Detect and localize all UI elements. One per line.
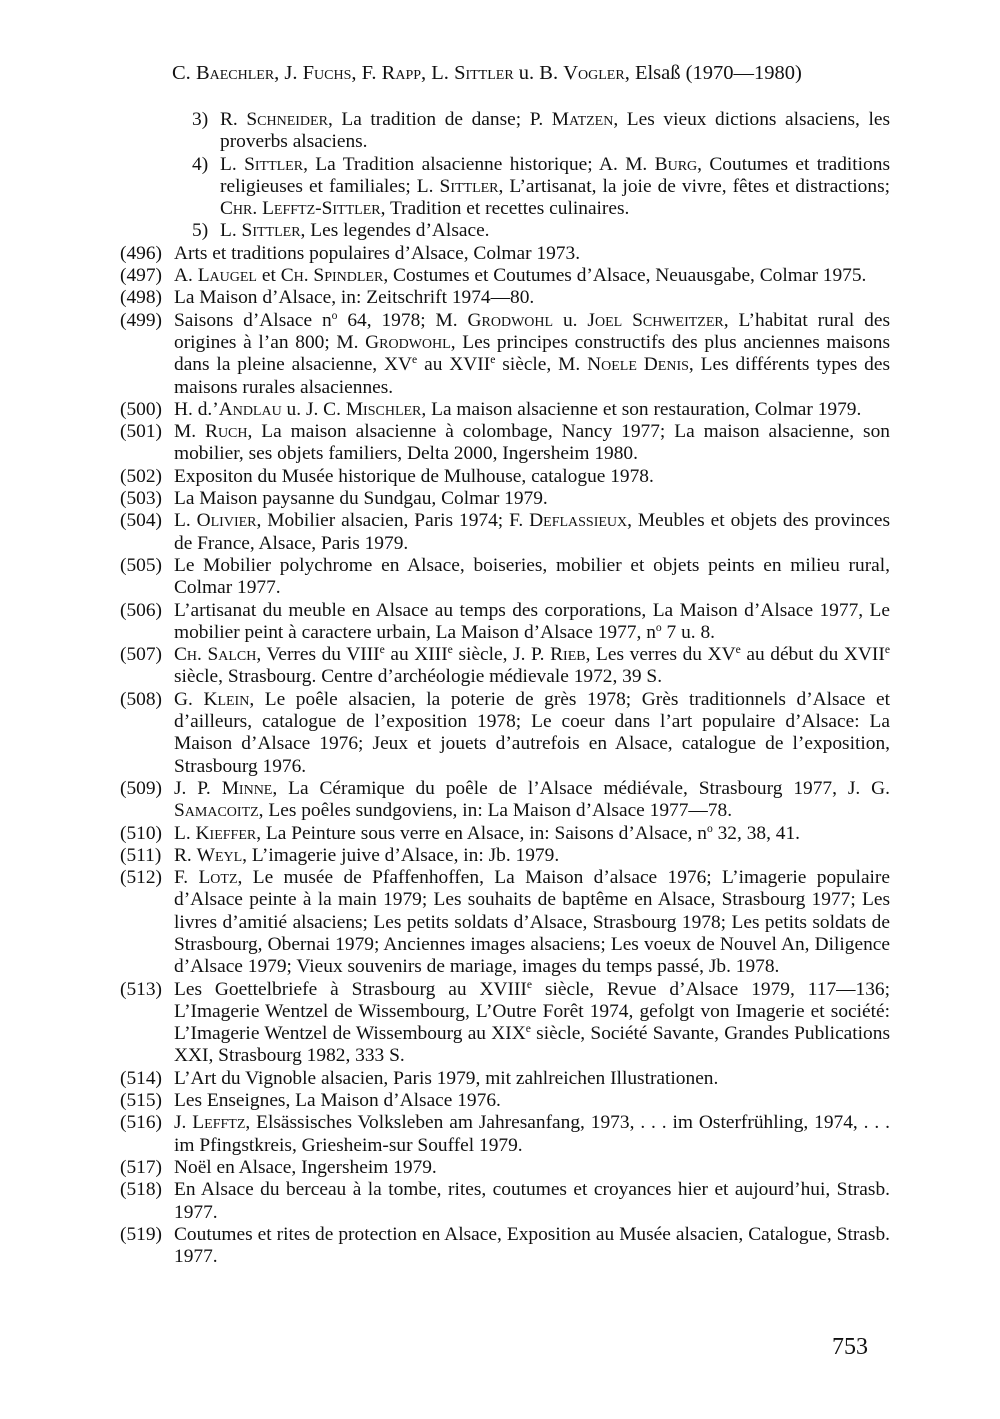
entry-text bbox=[174, 1068, 890, 1090]
entry-text bbox=[174, 421, 890, 466]
bibliography-entry bbox=[120, 421, 890, 466]
text-run: , L. bbox=[421, 62, 455, 84]
author-name: Fuchs bbox=[302, 62, 352, 84]
text-run: Coutumes et rites de protection en Alsace, Exposition au Musée alsacien, Catalogue, Strasb. 1977. bbox=[174, 1223, 890, 1268]
author-name: Rapp bbox=[381, 62, 422, 84]
text-run: et bbox=[256, 265, 281, 287]
bibliography-entry bbox=[120, 867, 890, 978]
entry-text bbox=[174, 644, 890, 689]
text-run: , Mobilier alsacien, Paris 1974; F. bbox=[256, 510, 530, 532]
text-run: L. bbox=[174, 822, 196, 844]
author-name: Ruch bbox=[205, 421, 248, 443]
text-run: Les Goettelbriefe à Strasbourg au XVIII bbox=[174, 978, 527, 1000]
superscript: e bbox=[412, 353, 418, 367]
text-run: L. bbox=[174, 510, 197, 532]
text-run: au XVII bbox=[417, 354, 491, 376]
entry-number: (512) bbox=[120, 867, 163, 889]
text-run: , La Céramique du poêle de l’Alsace médiévale, Strasbourg 1977, J. G. bbox=[272, 777, 890, 799]
author-name: Chr. Lefftz-Sittler bbox=[220, 198, 381, 220]
entry-number: (507) bbox=[120, 644, 163, 666]
text-run: , F. bbox=[351, 62, 382, 84]
text-run: L’Art du Vignoble alsacien, Paris 1979, mit zahlreichen Illustrationen. bbox=[174, 1067, 719, 1089]
text-run: , Les verres du XV bbox=[585, 644, 736, 666]
sub-entry-list bbox=[120, 109, 890, 243]
entry-number: (511) bbox=[120, 844, 162, 866]
entry-list bbox=[120, 243, 890, 1269]
text-run: au début du XVII bbox=[740, 644, 885, 666]
sub-entry bbox=[120, 154, 890, 221]
text-run: u. bbox=[553, 309, 588, 331]
entry-text bbox=[174, 689, 890, 778]
entry-number: (496) bbox=[120, 242, 163, 264]
text-run: R. bbox=[174, 844, 197, 866]
running-head bbox=[172, 60, 872, 86]
bibliography-entry bbox=[120, 488, 890, 510]
author-name: Sittler bbox=[454, 62, 514, 84]
text-run: La Maison paysanne du Sundgau, Colmar 1979. bbox=[174, 488, 548, 510]
text-run: , L’imagerie juive d’Alsace, in: Jb. 1979. bbox=[242, 844, 560, 866]
bibliography-list bbox=[120, 109, 890, 1268]
text-run: siècle, Strasbourg. Centre d’archéologie médievale 1972, 39 S. bbox=[174, 666, 663, 688]
sub-entry bbox=[120, 220, 890, 242]
entry-number: (499) bbox=[120, 309, 163, 331]
text-run: L. bbox=[220, 220, 242, 242]
entry-number: (500) bbox=[120, 398, 163, 420]
author-name: Baechler bbox=[195, 62, 275, 84]
author-name: Kieffer bbox=[195, 822, 257, 844]
text-run: 64, 1978; M. bbox=[337, 309, 468, 331]
entry-number: 4) bbox=[192, 153, 209, 175]
text-run: A. bbox=[174, 265, 198, 287]
author-name: Vogler bbox=[563, 62, 625, 84]
author-name: Olivier bbox=[196, 510, 257, 532]
author-name: Joel Schweitzer bbox=[587, 309, 724, 331]
entry-number: (516) bbox=[120, 1112, 163, 1134]
text-run: , Verres du VIII bbox=[256, 644, 380, 666]
bibliography-entry bbox=[120, 689, 890, 778]
entry-text bbox=[174, 845, 890, 867]
bibliography-entry bbox=[120, 555, 890, 600]
entry-text bbox=[220, 109, 890, 154]
author-name: Ch. Spindler bbox=[280, 265, 384, 287]
text-run: u. B. bbox=[513, 62, 564, 84]
text-run: J. P. bbox=[174, 777, 222, 799]
superscript: e bbox=[447, 643, 453, 657]
text-run: siècle, Société Savante, Grandes Publications XXI, Strasbourg 1982, 333 S. bbox=[174, 1023, 890, 1067]
text-run: , Elsässisches Volksleben am Jahresanfang, 1973, . . . im Osterfrühling, 1974, . . . im Pfingstkreis, Griesheim-sur Souffel 1979. bbox=[174, 1112, 890, 1156]
entry-text bbox=[174, 287, 890, 309]
text-run: C. bbox=[172, 62, 196, 84]
entry-number: (514) bbox=[120, 1067, 163, 1089]
entry-text bbox=[174, 1179, 890, 1224]
entry-number: (497) bbox=[120, 265, 163, 287]
entry-text bbox=[174, 466, 890, 488]
author-name: Grodwohl bbox=[467, 309, 554, 331]
text-run: , La maison alsacienne et son restauration, Colmar 1979. bbox=[421, 398, 862, 420]
author-name: Lotz bbox=[198, 867, 238, 889]
author-name: Sittler bbox=[241, 220, 301, 242]
author-name: Laugel bbox=[197, 265, 257, 287]
bibliography-entry bbox=[120, 1090, 890, 1112]
text-run: , J. bbox=[274, 62, 303, 84]
text-run: , Les différents types des maisons rurales alsaciennes. bbox=[174, 354, 891, 398]
bibliography-entry bbox=[120, 823, 890, 845]
entry-text bbox=[174, 979, 890, 1068]
author-name: Schneider bbox=[246, 109, 328, 130]
entry-number: (518) bbox=[120, 1179, 163, 1201]
entry-text bbox=[174, 1224, 890, 1269]
text-run: , Elsaß (1970—1980) bbox=[624, 62, 802, 84]
entry-text bbox=[174, 510, 890, 555]
entry-number: (501) bbox=[120, 421, 163, 443]
author-name: Sittler bbox=[244, 153, 304, 175]
entry-text bbox=[220, 154, 890, 221]
entry-number: (515) bbox=[120, 1090, 163, 1112]
entry-text bbox=[174, 823, 890, 845]
superscript: e bbox=[526, 977, 533, 991]
bibliography-entry bbox=[120, 845, 890, 867]
entry-text bbox=[174, 399, 890, 421]
bibliography-entry bbox=[120, 1157, 890, 1179]
superscript: e bbox=[525, 1022, 531, 1036]
text-run: , La tradition de danse; P. bbox=[327, 109, 552, 130]
author-name: Samacoitz bbox=[174, 800, 259, 822]
author-name: Deflassieux bbox=[529, 510, 628, 532]
text-run: , Les vieux dictions alsaciens, les proverbs alsaciens. bbox=[220, 109, 890, 153]
author-name: Ch. Salch bbox=[174, 644, 257, 666]
text-run: L. bbox=[220, 153, 245, 175]
page-number: 753 bbox=[832, 1334, 868, 1360]
text-run: siècle, J. P. bbox=[452, 644, 551, 666]
bibliography-entry bbox=[120, 310, 890, 399]
text-run: R. bbox=[220, 109, 247, 130]
author-name: Mischler bbox=[345, 398, 422, 420]
superscript: e bbox=[735, 643, 741, 657]
author-name: Sittler bbox=[439, 175, 499, 197]
entry-text bbox=[174, 243, 890, 265]
text-run: , Costumes et Coutumes d’Alsace, Neuausgabe, Colmar 1975. bbox=[383, 265, 867, 287]
superscript: o bbox=[655, 620, 662, 634]
text-run: 32, 38, 41. bbox=[712, 822, 801, 844]
entry-number: (503) bbox=[120, 488, 163, 510]
sub-entry bbox=[120, 109, 890, 154]
bibliography-entry bbox=[120, 287, 890, 309]
text-run: , La Tradition alsacienne historique; A. M. bbox=[303, 153, 655, 175]
text-run: F. bbox=[174, 867, 199, 889]
bibliography-entry bbox=[120, 510, 890, 555]
text-run: , Le musée de Pfaffenhoffen, La Maison d’alsace 1976; L’imagerie populaire d’Alsace peinte à la main 1979; Les souhaits de baptême en Alsace, Strasbourg 1977; Les livres d’amitié alsaciens; Les petits soldats d’Alsace, Strasbourg 1978; Les petits soldats de Strasbourg, Obernai 1979; Anciennes images alsaciens; Les voeux de Nouvel An, Diligence d’Alsace 1979; Vieux souvenirs de mariage, images du temps passé, Jb. 1978. bbox=[174, 867, 890, 978]
bibliography-entry bbox=[120, 1224, 890, 1269]
author-name: Matzen bbox=[551, 109, 614, 130]
entry-text bbox=[174, 555, 890, 600]
text-run: Les Enseignes, La Maison d’Alsace 1976. bbox=[174, 1090, 501, 1112]
bibliography-entry bbox=[120, 466, 890, 488]
superscript: e bbox=[490, 353, 496, 367]
text-run: u. J. C. bbox=[281, 398, 346, 420]
author-name: Rieb bbox=[550, 644, 586, 666]
text-run: En Alsace du berceau à la tombe, rites, coutumes et croyances hier et aujourd’hui, Strasb. 1977. bbox=[174, 1179, 890, 1223]
text-run: Expositon du Musée historique de Mulhouse, catalogue 1978. bbox=[174, 465, 654, 487]
entry-number: (506) bbox=[120, 599, 163, 621]
text-run: au XIII bbox=[384, 644, 448, 666]
superscript: o bbox=[706, 821, 713, 835]
author-name: Noele Denis bbox=[587, 354, 689, 376]
entry-number: (510) bbox=[120, 822, 163, 844]
text-run: , La Peinture sous verre en Alsace, in: Saisons d’Alsace, n bbox=[256, 822, 707, 844]
text-run: H. d.’ bbox=[174, 398, 219, 420]
author-name: Grodwohl bbox=[365, 331, 451, 353]
text-run: , Le poêle alsacien, la poterie de grès 1978; Grès traditionnels d’Alsace et d’ailleurs, catalogue de l’exposition 1978; Le coeur dans l’art populaire d’Alsace: La Maison d’Alsace 1976; Jeux et jouets d’autrefois en Alsace, catalogue de l’exposition, Strasbourg 1976. bbox=[174, 688, 890, 777]
entry-number: (519) bbox=[120, 1223, 163, 1245]
author-name: Burg bbox=[654, 153, 698, 175]
text-run: 7 u. 8. bbox=[661, 621, 716, 643]
author-name: Minne bbox=[221, 777, 273, 799]
text-run: J. bbox=[174, 1112, 193, 1134]
text-run: L’artisanat du meuble en Alsace au temps des corporations, La Maison d’Alsace 1977, Le mobilier peint à caractere urbain, La Maison d’Alsace 1977, n bbox=[174, 599, 890, 643]
text-run: M. bbox=[174, 421, 206, 443]
text-run: Le Mobilier polychrome en Alsace, boiseries, mobilier et objets peints en milieu rural, Colmar 1977. bbox=[174, 554, 890, 599]
bibliography-entry bbox=[120, 600, 890, 645]
bibliography-entry bbox=[120, 778, 890, 823]
entry-number: (508) bbox=[120, 688, 163, 710]
text-run: , Meubles et objets des provinces de France, Alsace, Paris 1979. bbox=[174, 510, 890, 554]
text-run: , Les principes constructifs des plus anciennes maisons dans la pleine alsacienne, XV bbox=[174, 331, 890, 376]
entry-text bbox=[174, 265, 890, 287]
text-run: , L’artisanat, la joie de vivre, fêtes et distractions; bbox=[498, 175, 891, 197]
entry-text bbox=[174, 1090, 890, 1112]
entry-number: (505) bbox=[120, 554, 163, 576]
text-run: , Les poêles sundgoviens, in: La Maison d’Alsace 1977—78. bbox=[258, 800, 733, 822]
bibliography-entry bbox=[120, 265, 890, 287]
text-run: , Coutumes et traditions religieuses et familiales; L. bbox=[220, 153, 890, 197]
entry-number: 5) bbox=[192, 220, 209, 242]
superscript: e bbox=[884, 643, 891, 657]
superscript: e bbox=[379, 643, 385, 657]
text-run: , Tradition et recettes culinaires. bbox=[380, 198, 630, 220]
text-run: La Maison d’Alsace, in: Zeitschrift 1974—80. bbox=[174, 287, 535, 309]
bibliography-entry bbox=[120, 1068, 890, 1090]
text-run: , Les legendes d’Alsace. bbox=[300, 220, 490, 242]
entry-number: (509) bbox=[120, 777, 163, 799]
entry-text bbox=[174, 867, 890, 978]
superscript: o bbox=[331, 308, 338, 322]
text-run: Arts et traditions populaires d’Alsace, Colmar 1973. bbox=[174, 242, 581, 264]
author-name: Andlau bbox=[218, 398, 282, 420]
entry-text bbox=[174, 1157, 890, 1179]
text-run: siècle, Revue d’Alsace 1979, 117—136; L’Imagerie Wentzel de Wissembourg, L’Outre Forêt 1974, gefolgt von Imagerie et société: L’Imagerie Wentzel de Wissembourg au XIX bbox=[174, 978, 890, 1045]
author-name: Klein bbox=[203, 688, 250, 710]
bibliography-entry bbox=[120, 1112, 890, 1157]
author-name: Lefftz bbox=[192, 1112, 246, 1134]
author-name: Weyl bbox=[196, 844, 243, 866]
entry-number: (498) bbox=[120, 287, 163, 309]
entry-number: (517) bbox=[120, 1156, 163, 1178]
entry-number: (513) bbox=[120, 978, 163, 1000]
text-run: Saisons d’Alsace n bbox=[174, 309, 332, 331]
entry-text bbox=[174, 310, 890, 399]
text-run: Noël en Alsace, Ingersheim 1979. bbox=[174, 1156, 437, 1178]
text-run: siècle, M. bbox=[495, 354, 588, 376]
entry-number: 3) bbox=[192, 109, 209, 130]
entry-text bbox=[220, 220, 890, 242]
entry-text bbox=[174, 488, 890, 510]
entry-text bbox=[174, 1112, 890, 1157]
bibliography-entry bbox=[120, 644, 890, 689]
bibliography-entry bbox=[120, 979, 890, 1068]
entry-text bbox=[174, 600, 890, 645]
entry-number: (502) bbox=[120, 465, 163, 487]
entry-text bbox=[174, 778, 890, 823]
entry-number: (504) bbox=[120, 510, 163, 532]
bibliography-entry bbox=[120, 399, 890, 421]
bibliography-entry bbox=[120, 1179, 890, 1224]
text-run: , L’habitat rural des origines à l’an 800; M. bbox=[174, 309, 890, 353]
bibliography-entry bbox=[120, 243, 890, 265]
text-run: G. bbox=[174, 688, 204, 710]
text-run: , La maison alsacienne à colombage, Nancy 1977; La maison alsacienne, son mobilier, ses objets familiers, Delta 2000, Ingersheim 1980. bbox=[174, 421, 890, 465]
